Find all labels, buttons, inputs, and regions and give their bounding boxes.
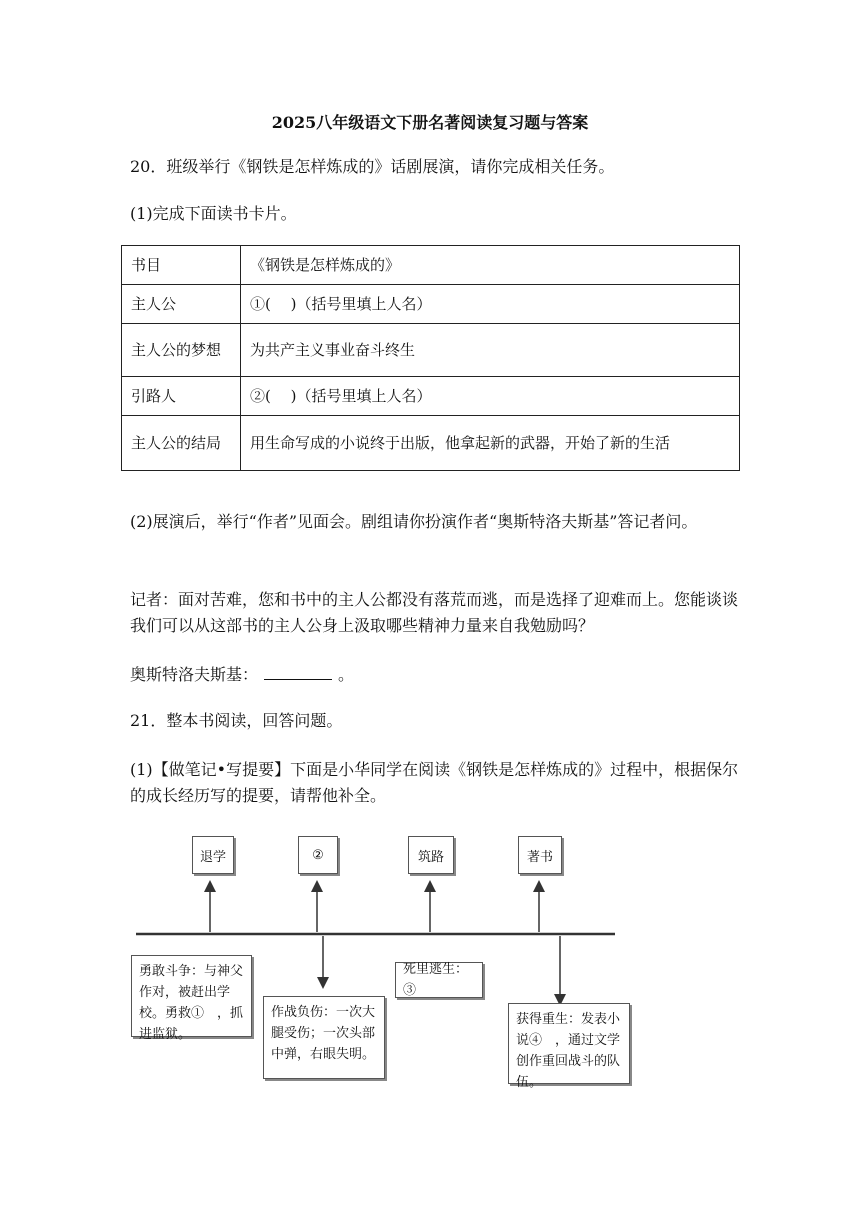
table-value: ①( )（括号里填上人名） xyxy=(241,285,740,324)
table-value: 用生命写成的小说终于出版，他拿起新的武器，开始了新的生活 xyxy=(241,416,740,471)
timeline-event-box: 勇敢斗争：与神父作对，被赶出学校。勇救① ，抓进监狱。 xyxy=(131,955,252,1037)
timeline-stage-box: ② xyxy=(298,836,338,874)
table-row xyxy=(122,377,740,416)
reading-card-table xyxy=(121,245,740,471)
table-key: 引路人 xyxy=(122,377,241,416)
table-row xyxy=(122,416,740,471)
table-row xyxy=(122,324,740,377)
timeline-stage-box: 退学 xyxy=(192,836,234,874)
question-20-part2: (2)展演后，举行“作者”见面会。剧组请你扮演作者“奥斯特洛夫斯基”答记者问。 xyxy=(130,512,698,531)
question-20-part1: (1)完成下面读书卡片。 xyxy=(130,204,297,223)
question-20-stem: 20．班级举行《钢铁是怎样炼成的》话剧展演，请你完成相关任务。 xyxy=(130,157,615,176)
table-value: 为共产主义事业奋斗终生 xyxy=(241,324,740,377)
answer-blank[interactable] xyxy=(264,663,332,680)
table-row xyxy=(122,246,740,285)
table-row xyxy=(122,285,740,324)
timeline-diagram xyxy=(128,828,638,1093)
table-key: 主人公 xyxy=(122,285,241,324)
timeline-event-box: 获得重生：发表小说④ ，通过文学创作重回战斗的队伍。 xyxy=(508,1003,630,1084)
timeline-stage-box: 筑路 xyxy=(408,836,454,874)
table-value: 《钢铁是怎样炼成的》 xyxy=(241,246,740,285)
question-21-part1: (1)【做笔记•写提要】下面是小华同学在阅读《钢铁是怎样炼成的》过程中，根据保尔的成长经历写的提要，请帮他补全。 xyxy=(130,760,739,805)
question-21-stem: 21．整本书阅读，回答问题。 xyxy=(130,711,343,730)
answer-line xyxy=(130,662,750,688)
timeline-event-box: 死里逃生：③ xyxy=(395,962,483,998)
table-key: 主人公的结局 xyxy=(122,416,241,471)
answer-suffix: 。 xyxy=(338,665,355,684)
table-key: 书目 xyxy=(122,246,241,285)
reporter-question: 记者：面对苦难，您和书中的主人公都没有落荒而逃，而是选择了迎难而上。您能谈谈我们可以从这部书的主人公身上汲取哪些精神力量来自我勉励吗？ xyxy=(130,590,739,635)
table-key: 主人公的梦想 xyxy=(122,324,241,377)
answer-prefix: 奥斯特洛夫斯基： xyxy=(130,665,259,684)
timeline-event-box: 作战负伤：一次大腿受伤；一次头部中弹，右眼失明。 xyxy=(263,996,385,1079)
timeline-stage-box: 著书 xyxy=(518,836,562,874)
page-title: 2025八年级语文下册名著阅读复习题与答案 xyxy=(271,113,589,132)
table-value: ②( )（括号里填上人名） xyxy=(241,377,740,416)
